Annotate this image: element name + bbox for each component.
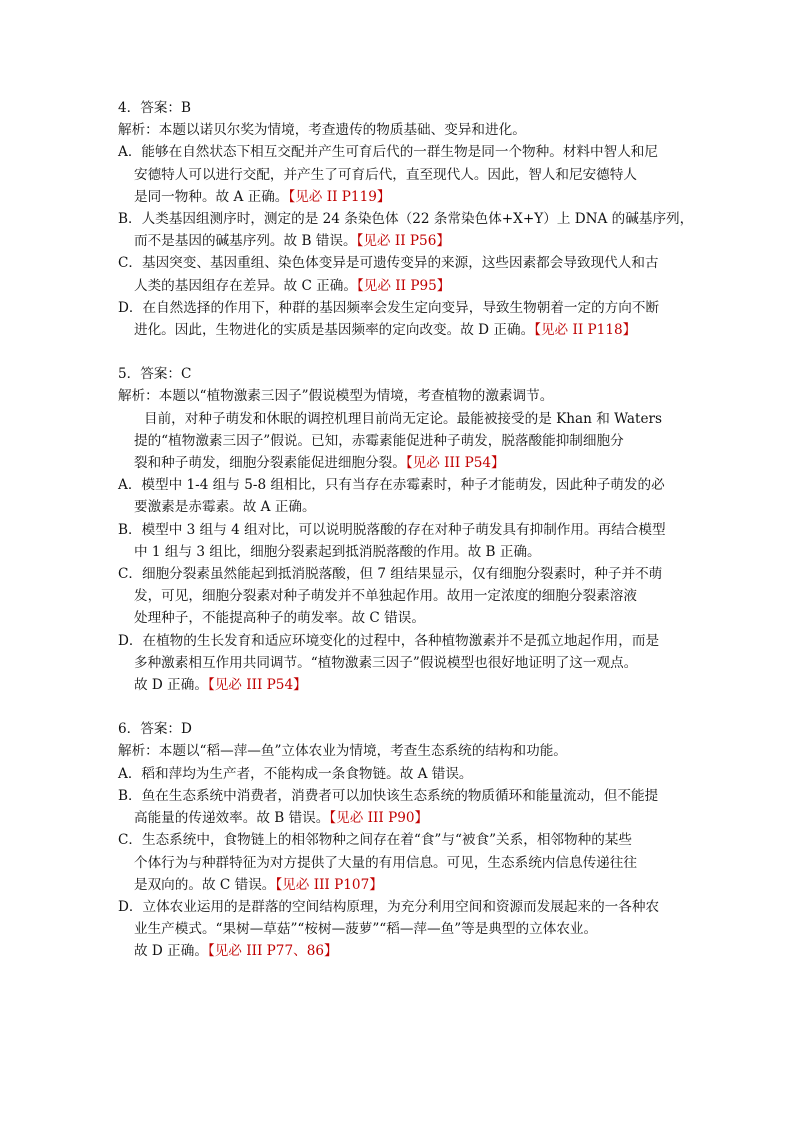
q4-answer: 4．答案：B: [118, 100, 192, 116]
q4-analysis: 解析：本题以诺贝尔奖为情境，考查遗传的物质基础、变异和进化。: [118, 122, 526, 139]
q4-option-d-line2: 进化。因此，生物进化的实质是基因频率的定向改变。故 D 正确。: [134, 322, 535, 339]
q6-option-c-ref: 【见必 III P107】: [275, 876, 383, 893]
q5-option-b-line2: 中 1 组与 3 组比，细胞分裂素起到抵消脱落酸的作用。故 B 正确。: [134, 543, 541, 560]
q4-option-c-line1: C．基因突变、基因重组、染色体变异是可遗传变异的来源，这些因素都会导致现代人和古: [118, 255, 659, 272]
q5-intro-line1: 目前，对种子萌发和休眠的调控机理目前尚无定论。最能被接受的是 Khan 和 Waters: [144, 410, 663, 427]
q6-analysis: 解析：本题以“稻—萍—鱼”立体农业为情境，考查生态系统的结构和功能。: [118, 743, 567, 760]
q6-option-c-line3: 是双向的。故 C 错误。: [134, 876, 276, 893]
q6-option-a-line1: A．稻和萍均为生产者，不能构成一条食物链。故 A 错误。: [118, 765, 473, 782]
q5-option-c-line3: 处理种子，不能提高种子的萌发率。故 C 错误。: [134, 610, 425, 627]
q4-option-b-line1: B．人类基因组测序时，测定的是 24 条染色体（22 条常染色体+X+Y）上 DNA 的碱基序列，: [118, 211, 694, 228]
q6-option-d-line2: 业生产模式。“果树—草菇”“桉树—菠萝”“稻—萍—鱼”等是典型的立体农业。: [134, 921, 598, 938]
q6-option-b-line1: B．鱼在生态系统中消费者，消费者可以加快该生态系统的物质循环和能量流动，但不能提: [118, 787, 659, 804]
q6-option-d-ref: 【见必 III P77、86】: [207, 943, 338, 960]
q6-option-b-ref: 【见必 III P90】: [329, 810, 429, 827]
q5-option-d-line3: 故 D 正确。: [134, 677, 208, 694]
section-gap: [118, 341, 686, 363]
q4-option-d-ref: 【见必 II P118】: [534, 322, 637, 339]
q5-intro-line2: 提的“植物激素三因子”假说。已知，赤霉素能促进种子萌发，脱落酸能抑制细胞分: [134, 432, 624, 449]
q5-intro-ref: 【见必 III P54】: [405, 455, 505, 472]
q6-option-c-line1: C．生态系统中，食物链上的相邻物种之间存在着“食”与“被食”关系，相邻物种的某些: [118, 832, 632, 849]
q5-option-b-line1: B．模型中 3 组与 4 组对比，可以说明脱落酸的存在对种子萌发具有抑制作用。再结合模型: [118, 521, 666, 538]
q4-option-a-ref: 【见必 II P119】: [288, 188, 391, 205]
q5-option-c-line1: C．细胞分裂素虽然能起到抵消脱落酸，但 7 组结果显示，仅有细胞分裂素时，种子并不萌: [118, 566, 663, 583]
q6-answer: 6．答案：D: [118, 721, 192, 738]
q6-option-d-line3: 故 D 正确。: [134, 943, 208, 960]
q4-option-a-line2: 安德特人可以进行交配，并产生了可育后代，直至现代人。因此，智人和尼安德特人: [134, 166, 637, 183]
q6-option-c-line2: 个体行为与种群特征为对方提供了大量的有用信息。可见，生态系统内信息传递往往: [134, 854, 637, 871]
q5-analysis: 解析：本题以“植物激素三因子”假说模型为情境，考查植物的激素调节。: [118, 388, 554, 405]
q5-intro-line3: 裂和种子萌发，细胞分裂素能促进细胞分裂。: [134, 455, 406, 472]
q5-option-a-line2: 要激素是赤霉素。故 A 正确。: [134, 499, 316, 516]
q5-option-d-ref: 【见必 III P54】: [207, 677, 307, 694]
q5-option-d-line2: 多种激素相互作用共同调节。“植物激素三因子”假说模型也很好地证明了这一观点。: [134, 654, 638, 671]
q4-option-d-line1: D．在自然选择的作用下，种群的基因频率会发生定向变异，导致生物朝着一定的方向不断: [118, 299, 660, 316]
q4-option-c-line2: 人类的基因组存在差异。故 C 正确。: [134, 277, 357, 294]
q4-option-c-ref: 【见必 II P95】: [356, 277, 451, 294]
q4-option-b-ref: 【见必 II P56】: [356, 233, 450, 250]
q5-option-c-line2: 发，可见，细胞分裂素对种子萌发并不单独起作用。故用一定浓度的细胞分裂素溶液: [134, 588, 637, 605]
q4-option-b-line2: 而不是基因的碱基序列。故 B 错误。: [134, 233, 357, 250]
section-gap: [118, 696, 686, 718]
q4-option-a-line1: A．能够在自然状态下相互交配并产生可育后代的一群生物是同一个物种。材料中智人和尼: [118, 144, 658, 161]
q6-option-d-line1: D．立体农业运用的是群落的空间结构原理，为充分利用空间和资源而发展起来的一各种农: [118, 898, 660, 915]
q5-option-d-line1: D．在植物的生长发育和适应环境变化的过程中，各种植物激素并不是孤立地起作用，而是: [118, 632, 660, 649]
q6-option-b-line2: 高能量的传递效率。故 B 错误。: [134, 810, 330, 827]
q4-option-a-line3: 是同一物种。故 A 正确。: [134, 188, 289, 205]
q5-option-a-line1: A．模型中 1-4 组与 5-8 组相比，只有当存在赤霉素时，种子才能萌发，因此种子萌发的必: [118, 477, 665, 494]
q5-answer: 5．答案：C: [118, 366, 192, 383]
